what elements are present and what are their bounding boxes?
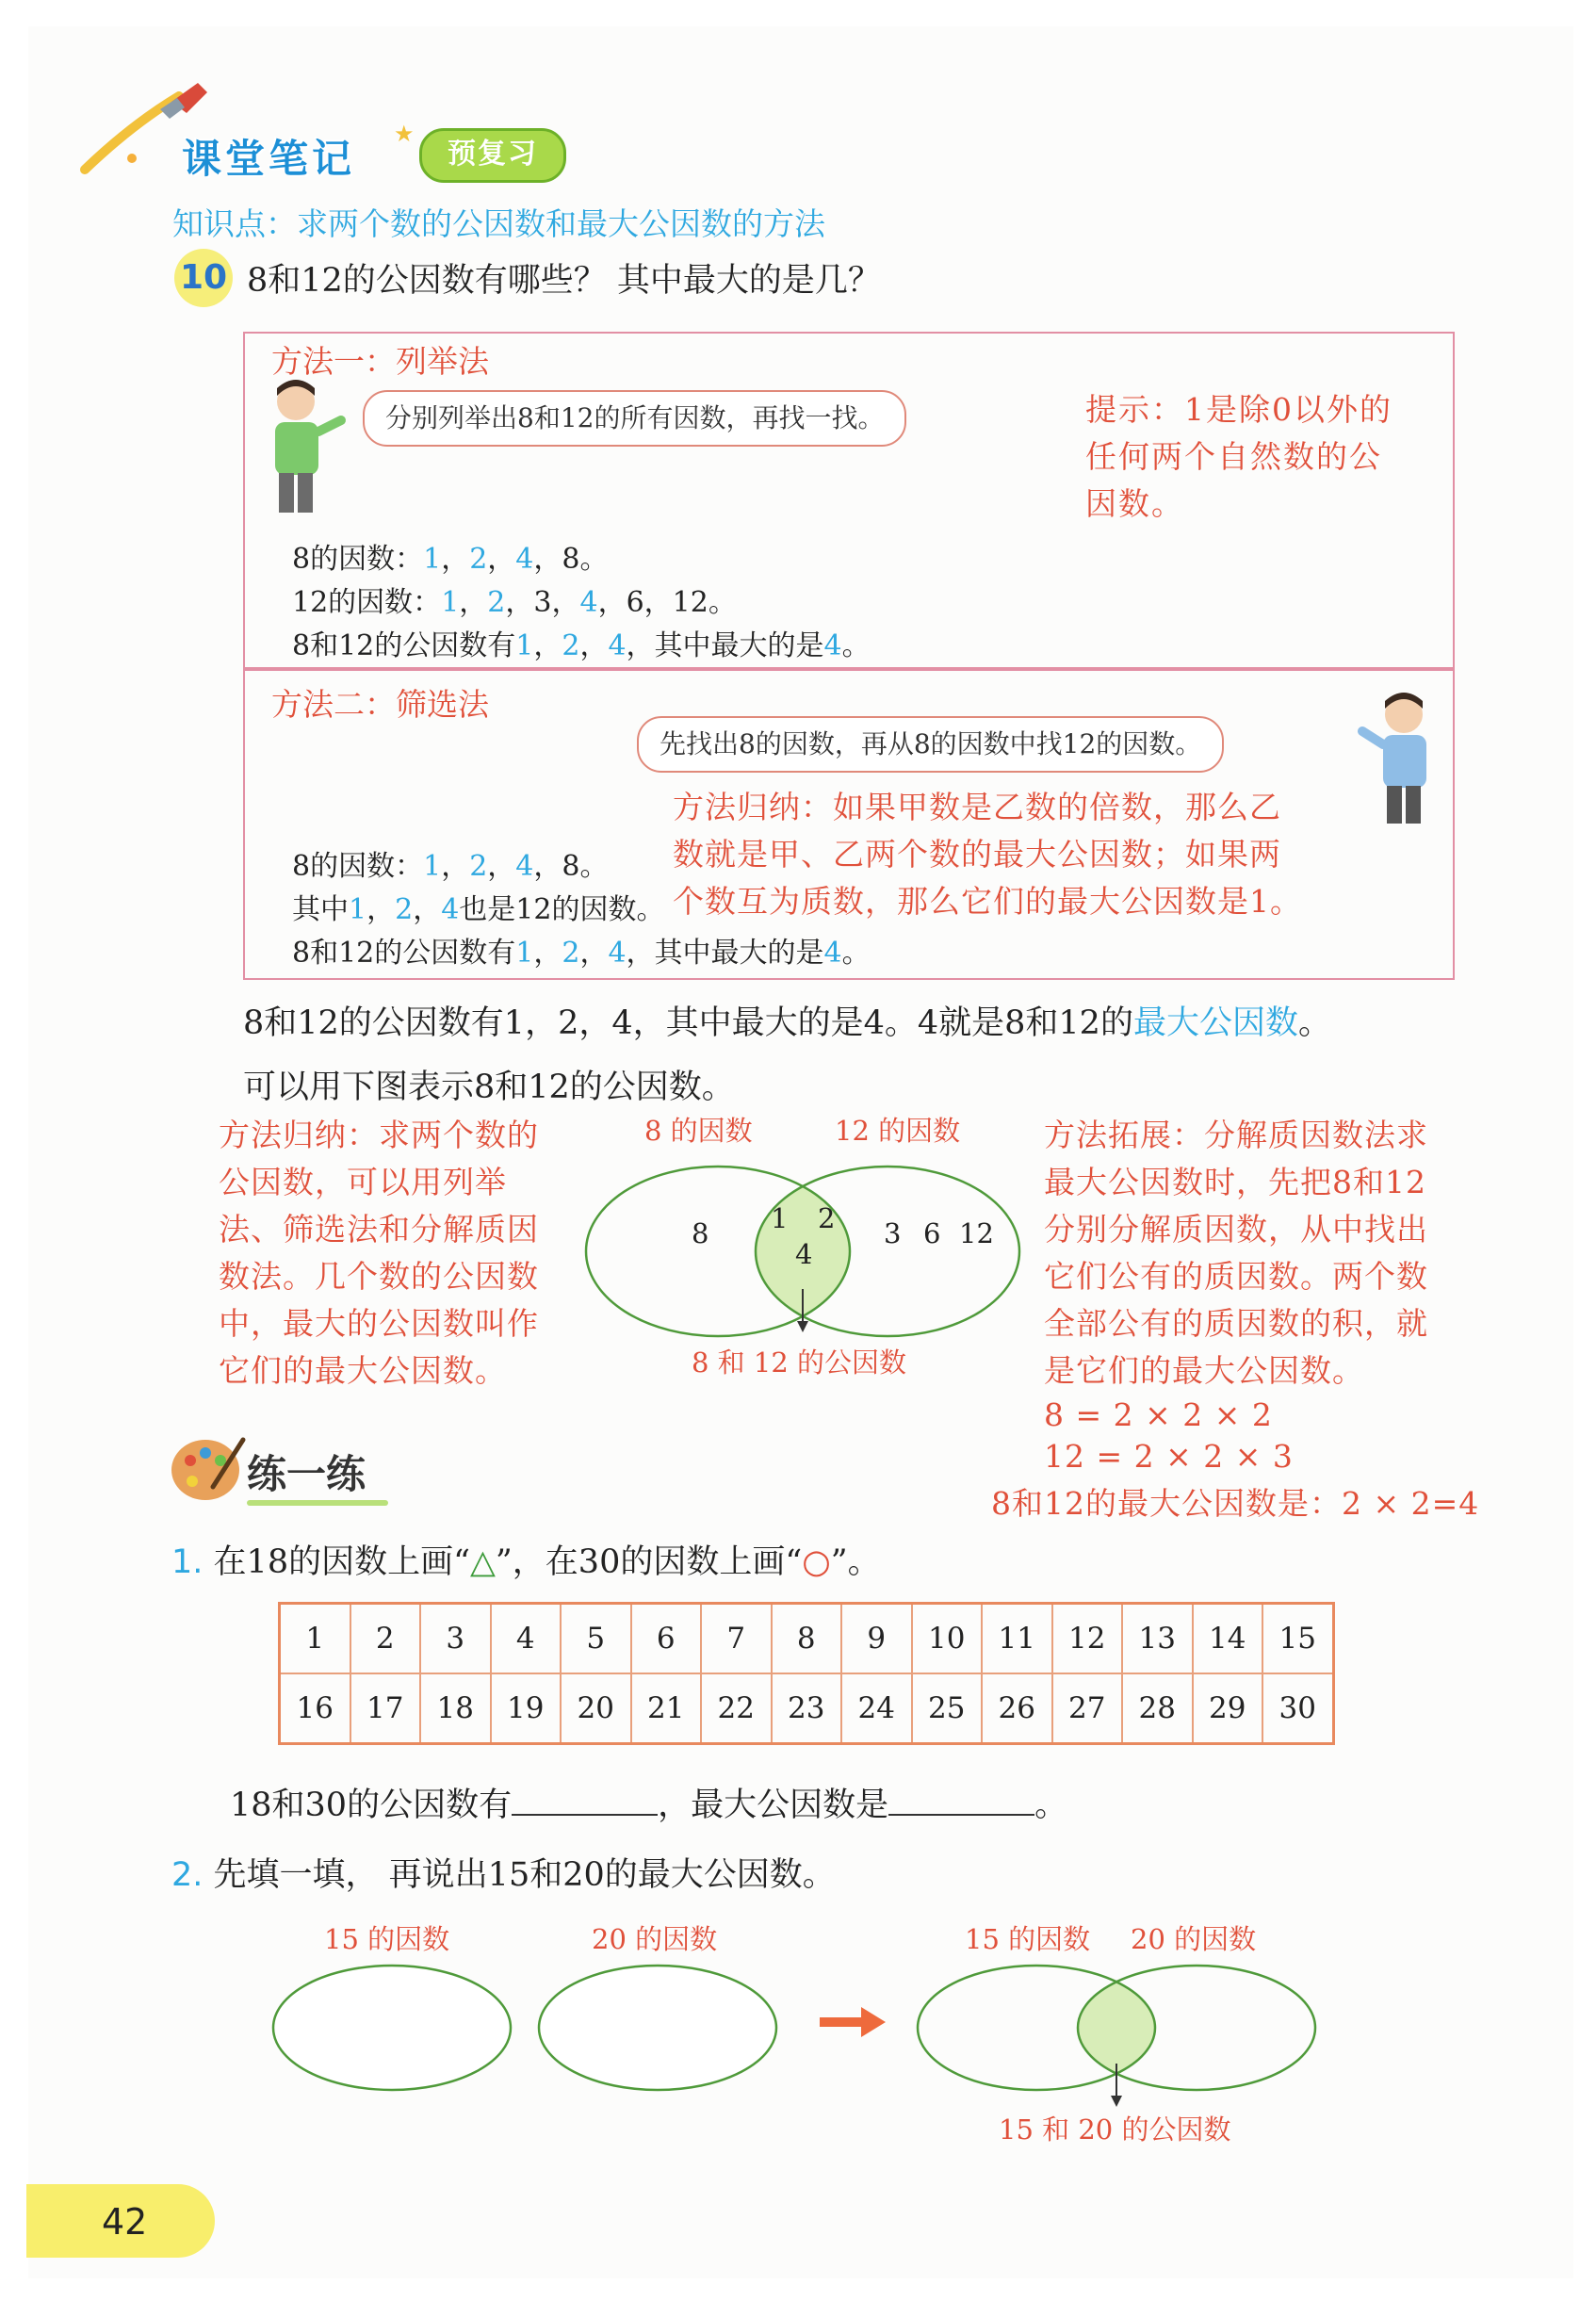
grid-cell[interactable]: 25 (912, 1673, 983, 1744)
circle-icon: ○ (802, 1543, 831, 1581)
method2-speech-bubble: 先找出8的因数，再从8的因数中找12的因数。 (637, 716, 1224, 773)
right-arrow-icon (816, 2003, 891, 2041)
grid-cell[interactable]: 17 (350, 1673, 421, 1744)
ex2-venn-diagram (914, 1960, 1328, 2120)
grid-cell[interactable]: 13 (1122, 1604, 1193, 1674)
grid-cell[interactable]: 2 (350, 1604, 421, 1674)
grid-cell[interactable]: 29 (1193, 1673, 1263, 1744)
grid-cell[interactable]: 28 (1122, 1673, 1193, 1744)
question-number: 10 (174, 249, 233, 307)
venn-right-value: 3 (884, 1217, 902, 1249)
exercise1-fill: 18和30的公因数有 ，最大公因数是 。 (230, 1787, 1068, 1824)
grid-cell[interactable]: 10 (912, 1604, 983, 1674)
note-line: 方法拓展：分解质因数法求 (1044, 1117, 1428, 1153)
ex2-label-15: 15 的因数 (324, 1923, 450, 1955)
method1-factors12: 12的因数：1，2，3，4，6，12。 (292, 586, 737, 619)
grid-cell[interactable]: 24 (841, 1673, 912, 1744)
factorization-line2: 12 = 2 × 2 × 3 (1044, 1438, 1294, 1475)
practice-title: 练一练 (247, 1451, 366, 1497)
ex2-bottom-label: 15 和 20 的公因数 (999, 2113, 1231, 2146)
summary-line: 数就是甲、乙两个数的最大公因数；如果两 (673, 836, 1281, 873)
venn-right-value: 6 (923, 1217, 941, 1249)
method1-speech-bubble: 分别列举出8和12的所有因数，再找一找。 (363, 390, 906, 447)
grid-cell[interactable]: 19 (491, 1673, 562, 1744)
grid-row (280, 1673, 1334, 1744)
right-method-note (1044, 1112, 1428, 1395)
grid-cell[interactable]: 30 (1262, 1673, 1333, 1744)
grid-cell[interactable]: 23 (772, 1673, 842, 1744)
grid-cell[interactable]: 12 (1052, 1604, 1123, 1674)
triangle-icon: △ (469, 1543, 496, 1581)
method1-title: 方法一：列举法 (271, 343, 489, 380)
note-line: 法、筛选法和分解质因 (219, 1211, 539, 1248)
question-text: 8和12的公因数有哪些？ 其中最大的是几？ (247, 262, 881, 300)
grid-cell[interactable]: 21 (631, 1673, 702, 1744)
note-line: 公因数，可以用列举 (219, 1164, 507, 1200)
factorization-line1: 8 = 2 × 2 × 2 (1044, 1396, 1273, 1433)
venn-common-value: 2 (818, 1202, 836, 1234)
grid-cell[interactable]: 7 (701, 1604, 772, 1674)
factorization-result: 8和12的最大公因数是：2 × 2=4 (991, 1485, 1480, 1522)
venn-common-value: 4 (795, 1238, 813, 1270)
answer-oval-20[interactable] (539, 1966, 776, 2090)
venn-left-label: 8 的因数 (644, 1115, 753, 1147)
method1-common: 8和12的公因数有1，2，4，其中最大的是4。 (292, 629, 871, 662)
practice-underline (247, 1500, 388, 1506)
venn-bottom-label: 8 和 12 的公因数 (692, 1346, 907, 1379)
method2-common: 8和12的公因数有1，2，4，其中最大的是4。 (292, 937, 871, 970)
grid-cell[interactable]: 26 (982, 1673, 1052, 1744)
grid-row (280, 1604, 1334, 1674)
note-line: 全部公有的质因数的积，就 (1044, 1305, 1428, 1342)
hint-line: 提示：1是除0以外的 (1085, 391, 1392, 428)
note-line: 分别分解质因数，从中找出 (1044, 1211, 1428, 1248)
note-line: 方法归纳：求两个数的 (219, 1117, 539, 1153)
ex2-label-20b: 20 的因数 (1131, 1923, 1257, 1955)
summary-line: 个数互为质数，那么它们的最大公因数是1。 (673, 883, 1302, 920)
summary-line: 方法归纳：如果甲数是乙数的倍数，那么乙 (673, 789, 1281, 825)
number-grid (278, 1602, 1335, 1745)
venn-common-value: 1 (771, 1202, 789, 1234)
grid-cell[interactable]: 3 (420, 1604, 491, 1674)
ex2-label-20: 20 的因数 (592, 1923, 718, 1955)
ex2-empty-ovals (264, 1960, 791, 2101)
star-icon: ★ (394, 121, 415, 147)
grid-cell[interactable]: 8 (772, 1604, 842, 1674)
method2-factors8: 8的因数：1，2，4，8。 (292, 850, 609, 883)
grid-cell[interactable]: 14 (1193, 1604, 1263, 1674)
conclusion-line2: 可以用下图表示8和12的公因数。 (243, 1069, 735, 1106)
page-number: 42 (102, 2201, 148, 2243)
grid-cell[interactable]: 18 (420, 1673, 491, 1744)
method1-hint (1085, 386, 1392, 528)
grid-cell[interactable]: 16 (280, 1673, 350, 1744)
hint-line: 任何两个自然数的公 (1085, 438, 1382, 475)
venn-right-label: 12 的因数 (835, 1115, 961, 1147)
palette-icon (168, 1430, 249, 1506)
exercise2-prompt: 2. 先填一填， 再说出15和20的最大公因数。 (171, 1856, 836, 1894)
method2-title: 方法二：筛选法 (271, 686, 489, 723)
answer-oval-15[interactable] (273, 1966, 511, 2090)
method2-summary (673, 784, 1302, 925)
note-line: 最大公因数时，先把8和12 (1044, 1164, 1426, 1200)
grid-cell[interactable]: 9 (841, 1604, 912, 1674)
grid-cell[interactable]: 20 (561, 1673, 631, 1744)
answer-blank-greatest[interactable] (888, 1786, 1034, 1816)
grid-cell[interactable]: 22 (701, 1673, 772, 1744)
grid-cell[interactable]: 11 (982, 1604, 1052, 1674)
section-title: 课堂笔记 (182, 136, 356, 182)
student-figure-icon (1357, 688, 1441, 829)
left-method-note (219, 1112, 539, 1395)
answer-blank-common[interactable] (512, 1786, 658, 1816)
teacher-figure-icon (264, 375, 349, 516)
grid-cell[interactable]: 15 (1262, 1604, 1333, 1674)
note-line: 是它们的最大公因数。 (1044, 1352, 1364, 1389)
exercise1-prompt: 1. 在18的因数上画“△”，在30的因数上画“○”。 (171, 1543, 881, 1581)
note-line: 数法。几个数的公因数 (219, 1258, 539, 1295)
ex2-label-15b: 15 的因数 (965, 1923, 1091, 1955)
grid-cell[interactable]: 4 (491, 1604, 562, 1674)
conclusion-line1: 8和12的公因数有1，2，4，其中最大的是4。4就是8和12的最大公因数。 (243, 1004, 1331, 1042)
preview-badge: 预复习 (419, 128, 566, 183)
grid-cell[interactable]: 6 (631, 1604, 702, 1674)
venn-left-value: 8 (692, 1217, 709, 1249)
note-line: 它们公有的质因数。两个数 (1044, 1258, 1428, 1295)
grid-cell[interactable]: 1 (280, 1604, 350, 1674)
grid-cell[interactable]: 5 (561, 1604, 631, 1674)
knowledge-point: 知识点：求两个数的公因数和最大公因数的方法 (172, 205, 825, 242)
hint-line: 因数。 (1085, 485, 1184, 522)
method2-also: 其中1，2，4也是12的因数。 (292, 893, 665, 926)
note-line: 它们的最大公因数。 (219, 1352, 507, 1389)
venn-right-value: 12 (959, 1217, 994, 1249)
grid-cell[interactable]: 27 (1052, 1673, 1123, 1744)
method1-factors8: 8的因数：1，2，4，8。 (292, 543, 609, 576)
note-line: 中，最大的公因数叫作 (219, 1305, 539, 1342)
